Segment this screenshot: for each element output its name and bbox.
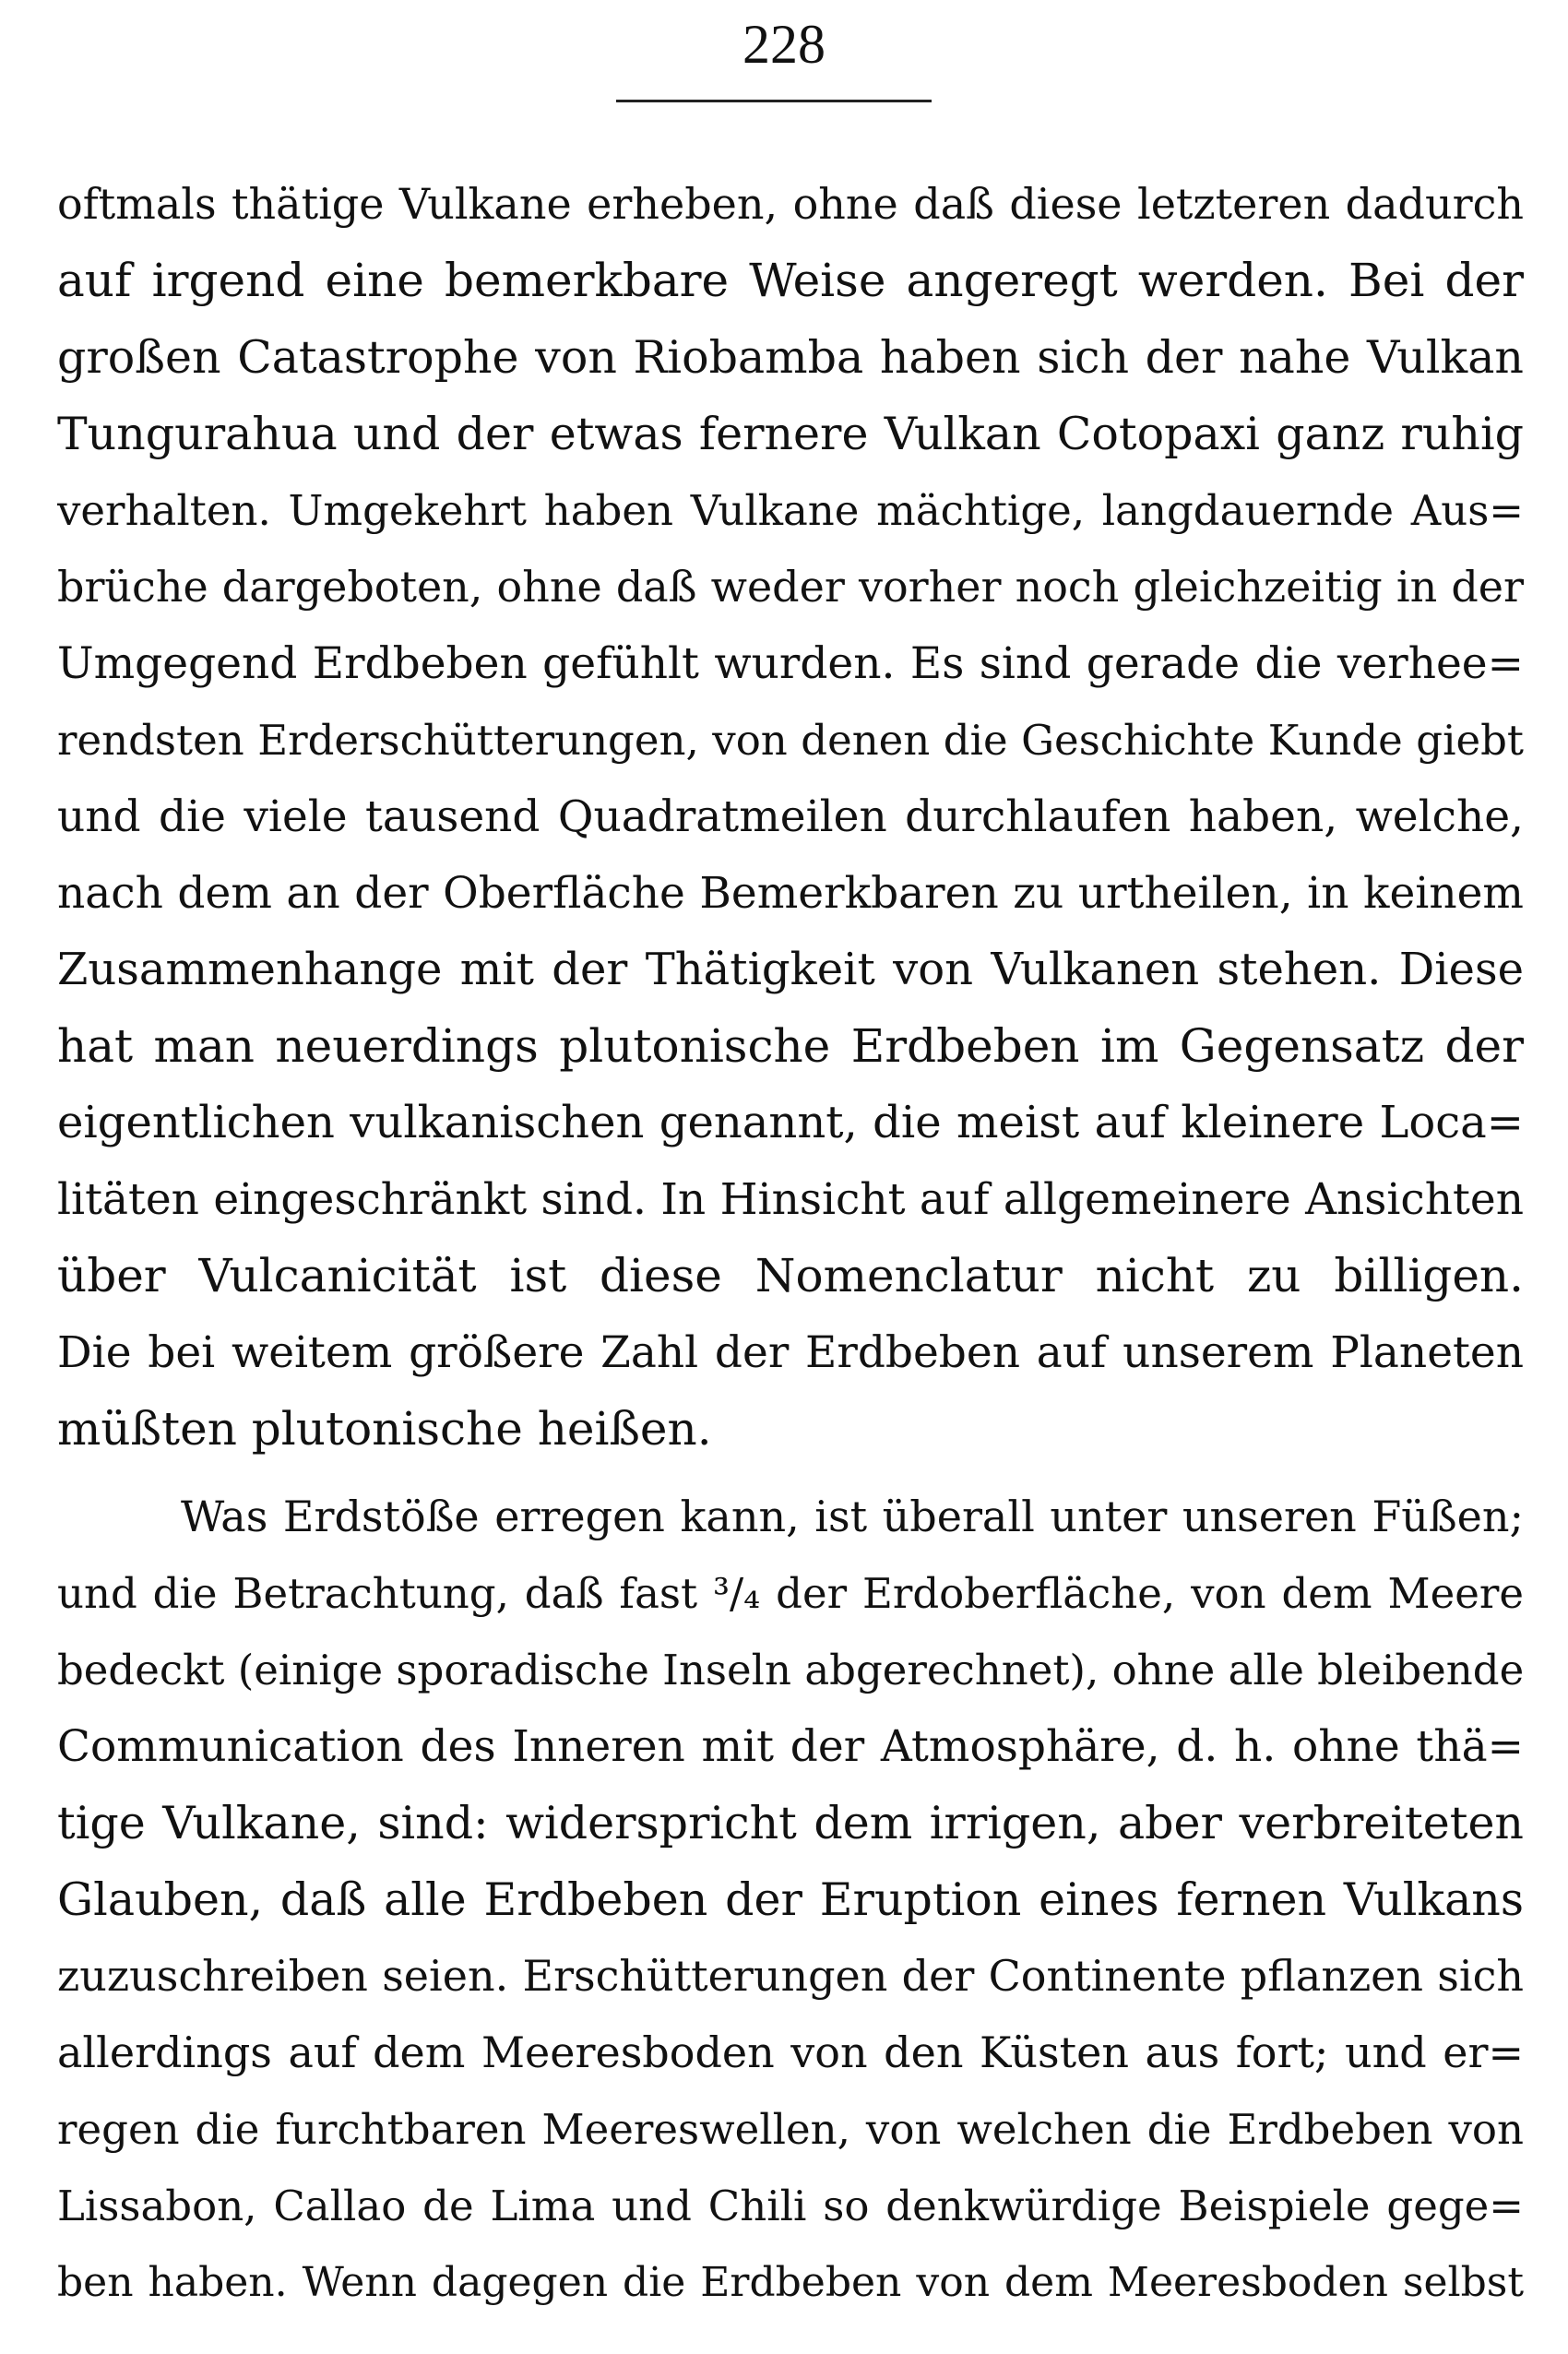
text-line: regen die furchtbaren Meereswellen, von welchen die Erdbeben von	[57, 2105, 1524, 2154]
text-line: Glauben, daß alle Erdbeben der Eruption eines fernen Vulkans	[57, 1873, 1524, 1926]
text-line: Communication des Inneren mit der Atmosphäre, d. h. ohne thä=	[57, 1721, 1524, 1772]
text-line: eigentlichen vulkanischen genannt, die meist auf kleinere Loca=	[57, 1097, 1524, 1148]
text-line: oftmals thätige Vulkane erheben, ohne daß diese letzteren dadurch	[57, 179, 1524, 229]
header-rule	[616, 100, 932, 102]
paragraph-2	[57, 1479, 1524, 2321]
text-line: litäten eingeschränkt sind. In Hinsicht auf allgemeinere Ansichten	[57, 1174, 1524, 1225]
text-line: rendsten Erderschütterungen, von denen die Geschichte Kunde giebt	[57, 716, 1524, 765]
text-line: verhalten. Umgekehrt haben Vulkane mächtige, langdauernde Aus=	[57, 486, 1524, 535]
text-line: ben haben. Wenn dagegen die Erdbeben von dem Meeresboden selbst	[57, 2259, 1524, 2306]
text-line: über Vulcanicität ist diese Nomenclatur nicht zu billigen.	[57, 1249, 1524, 1302]
text-line: und die viele tausend Quadratmeilen durchlaufen haben, welche,	[57, 791, 1524, 842]
text-line: Die bei weitem größere Zahl der Erdbeben auf unserem Planeten	[57, 1327, 1524, 1378]
text-line: tige Vulkane, sind: widerspricht dem irrigen, aber verbreiteten	[57, 1797, 1524, 1849]
text-line: großen Catastrophe von Riobamba haben sich der nahe Vulkan	[57, 331, 1524, 384]
text-line: Lissabon, Callao de Lima und Chili so denkwürdige Beispiele gege=	[57, 2182, 1524, 2230]
text-line: müßten plutonische heißen.	[57, 1402, 712, 1456]
text-line: hat man neuerdings plutonische Erdbeben im Gegensatz der	[57, 1019, 1524, 1073]
text-line: brüche dargeboten, ohne daß weder vorher noch gleichzeitig in der	[57, 562, 1524, 612]
text-line: Tungurahua und der etwas fernere Vulkan Cotopaxi ganz ruhig	[57, 408, 1524, 460]
paragraph-1	[57, 166, 1524, 1468]
text-line: allerdings auf dem Meeresboden von den Küsten aus fort; und er=	[57, 2027, 1524, 2077]
text-line: Zusammenhange mit der Thätigkeit von Vulkanen stehen. Diese	[57, 944, 1524, 995]
text-line: auf irgend eine bemerkbare Weise angeregt werden. Bei der	[57, 254, 1524, 307]
text-line: und die Betrachtung, daß fast ³/₄ der Erdoberfläche, von dem Meere	[57, 1569, 1524, 1618]
page-number: 228	[742, 14, 826, 75]
text-line: Was Erdstöße erregen kann, ist überall unter unseren Füßen;	[181, 1492, 1524, 1541]
text-line: nach dem an der Oberfläche Bemerkbaren zu urtheilen, in keinem	[57, 868, 1524, 919]
text-line: bedeckt (einige sporadische Inseln abgerechnet), ohne alle bleibende	[57, 1646, 1524, 1694]
body-text	[57, 166, 1524, 2321]
text-line: zuzuschreiben seien. Erschütterungen der Continente pflanzen sich	[57, 1951, 1524, 2001]
text-line: Umgegend Erdbeben gefühlt wurden. Es sind gerade die verhee=	[57, 638, 1524, 689]
